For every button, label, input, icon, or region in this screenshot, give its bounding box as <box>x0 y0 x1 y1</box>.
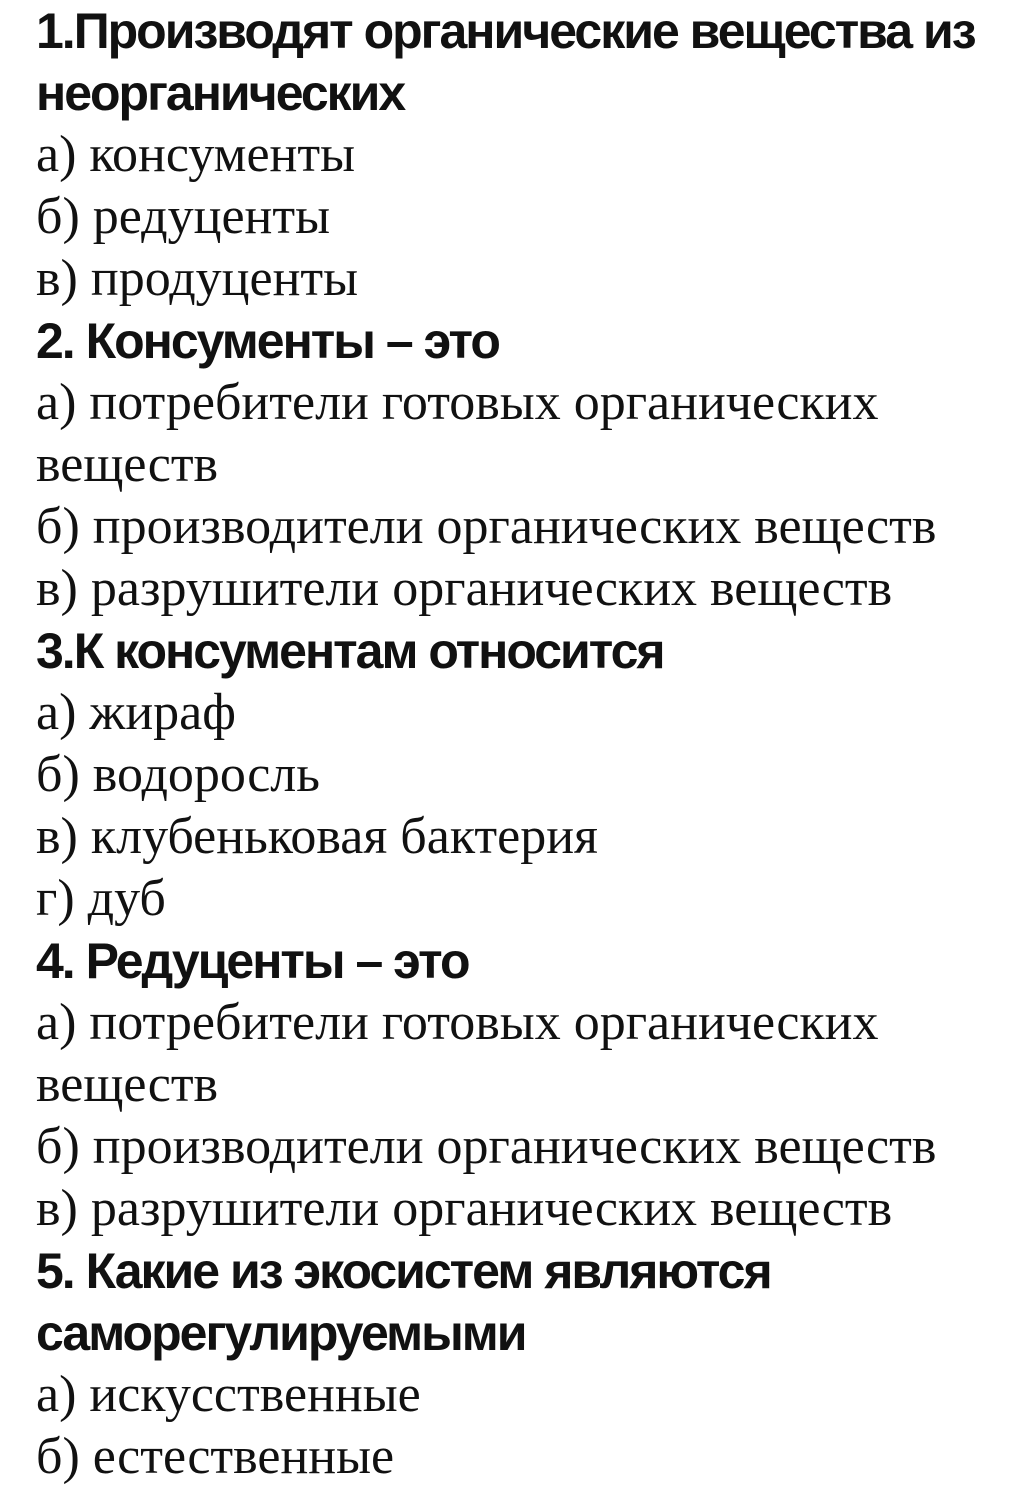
question-2-option-a: а) потребители готовых органических веществ <box>36 374 879 493</box>
question-2-option-c: в) разрушители органических веществ <box>36 560 893 617</box>
question-4-option-c: в) разрушители органических веществ <box>36 1180 893 1237</box>
question-5-option-b: б) естественные <box>36 1428 395 1485</box>
question-3-option-a: а) жираф <box>36 684 236 741</box>
question-1-title: 1.Производят органические вещества из неорганических <box>36 3 975 121</box>
question-1 <box>36 0 1011 310</box>
question-5 <box>36 1240 1011 1488</box>
question-3-option-c: в) клубеньковая бактерия <box>36 808 598 865</box>
question-1-option-a: а) консументы <box>36 126 356 183</box>
quiz-document <box>36 0 1011 1488</box>
question-5-title: 5. Какие из экосистем являются саморегулируемыми <box>36 1243 771 1361</box>
question-3-option-b: б) водоросль <box>36 746 320 803</box>
question-5-option-a: а) искусственные <box>36 1366 421 1423</box>
question-1-option-c: в) продуценты <box>36 250 359 307</box>
question-4-title: 4. Редуценты – это <box>36 933 469 989</box>
question-3 <box>36 620 1011 930</box>
question-4 <box>36 930 1011 1240</box>
question-4-option-a: а) потребители готовых органических веществ <box>36 994 879 1113</box>
question-3-title: 3.К консументам относится <box>36 623 664 679</box>
question-1-option-b: б) редуценты <box>36 188 331 245</box>
question-4-option-b: б) производители органических веществ <box>36 1118 937 1175</box>
question-2-title: 2. Консументы – это <box>36 313 499 369</box>
question-2 <box>36 310 1011 620</box>
question-2-option-b: б) производители органических веществ <box>36 498 937 555</box>
question-3-option-d: г) дуб <box>36 870 166 927</box>
